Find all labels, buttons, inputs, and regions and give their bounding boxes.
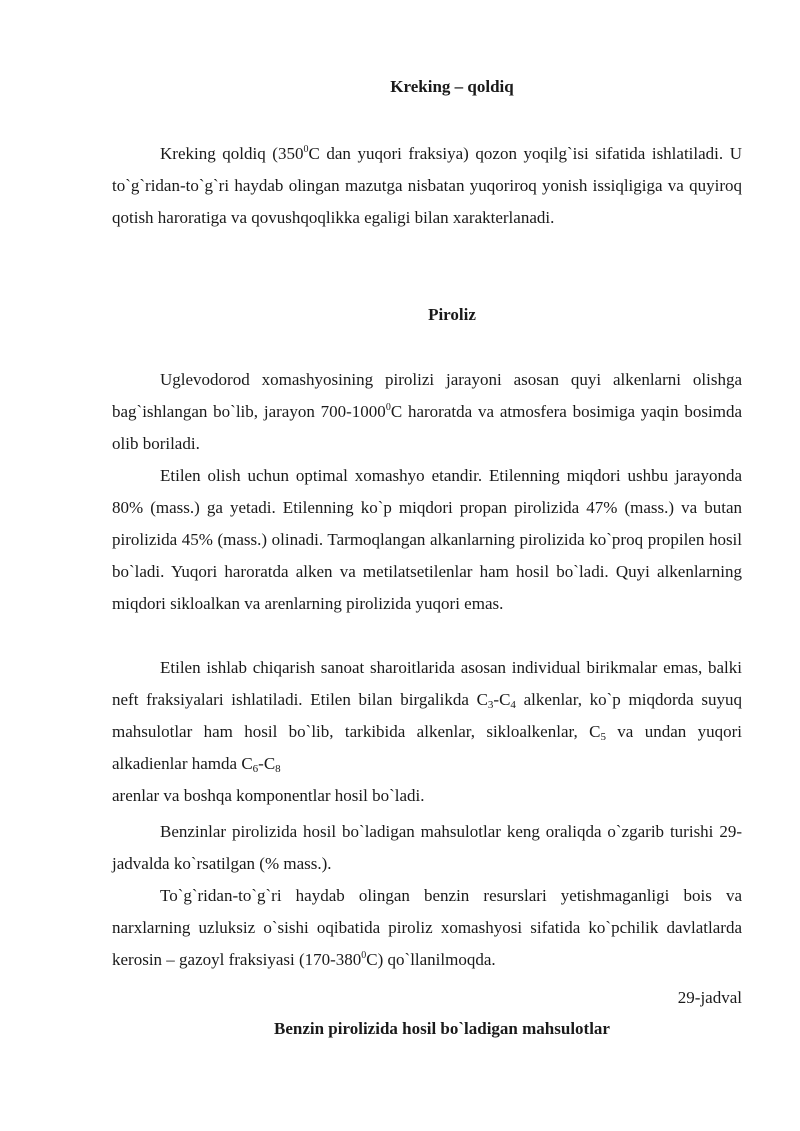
paragraph-piroliz-4: Benzinlar pirolizida hosil bo`ladigan mahsulotlar keng oraliqda o`zgarib turishi 29-jadvalda ko`rsatilgan (% mass.). <box>112 822 742 873</box>
table-label: 29-jadval <box>677 988 742 1007</box>
table-title: Benzin pirolizida hosil bo`ladigan mahsulotlar <box>274 1019 610 1038</box>
paragraph-piroliz-3: Etilen ishlab chiqarish sanoat sharoitlarida asosan individual birikmalar emas, balki neft fraksiyalari ishlatiladi. Etilen bilan birgalikda $C_3-C_4$ alkenlar, ko`p miqdorda suyuq mahsulotlar ham hosil bo`lib, tarkibida alkenlar, sikloalkenlar, $C_5$ va undan yuqori alkadienlar hamda $C_6-C_8$ <box>112 658 742 775</box>
paragraph-kreking: Kreking qoldiq ($350^0C$ dan yuqori fraksiya) qozon yoqilg`isi sifatida ishlatiladi. U to`g`ridan-to`g`ri haydab olingan mazutga nisbatan yuqoriroq yonish issiqligiga va quyiroq qotish haroratiga va qovushqoqlikka egaligi bilan xarakterlanadi. <box>112 144 742 227</box>
paragraph-piroliz-1: Uglevodorod xomashyosining pirolizi jarayoni asosan quyi alkenlarni olishga bag`ishlangan bo`lib, jarayon 700-1000$^0$C haroratda va atmosfera bosimiga yaqin bosimda olib boriladi. <box>112 370 743 453</box>
section-title-kreking: Kreking – qoldiq <box>390 77 514 96</box>
section-title-piroliz: Piroliz <box>428 305 476 324</box>
paragraph-piroliz-2: Etilen olish uchun optimal xomashyo etandir. Etilenning miqdori ushbu jarayonda 80% (mass.) ga yetadi. Etilenning ko`p miqdori propan pirolizida 47% (mass.) va butan pirolizida 45% (mass.) olinadi. Tarmoqlangan alkanlarning pirolizida ko`proq propilen hosil bo`ladi. Yuqori haroratda alken va metilatsetilenlar ham hosil bo`ladi. Quyi alkenlarning miqdori sikloalkan va arenlarning pirolizida yuqori emas. <box>112 466 742 613</box>
paragraph-piroliz-5: To`g`ridan-to`g`ri haydab olingan benzin resurslari yetishmaganligi bois va narxlarning uzluksiz o`sishi oqibatida piroliz xomashyosi sifatida ko`pchilik davlatlarda kerosin – gazoyl fraksiyasi $(170-380^0C)$ qo`llanilmoqda. <box>112 886 742 969</box>
paragraph-piroliz-3-end: arenlar va boshqa komponentlar hosil bo`ladi. <box>112 786 425 805</box>
